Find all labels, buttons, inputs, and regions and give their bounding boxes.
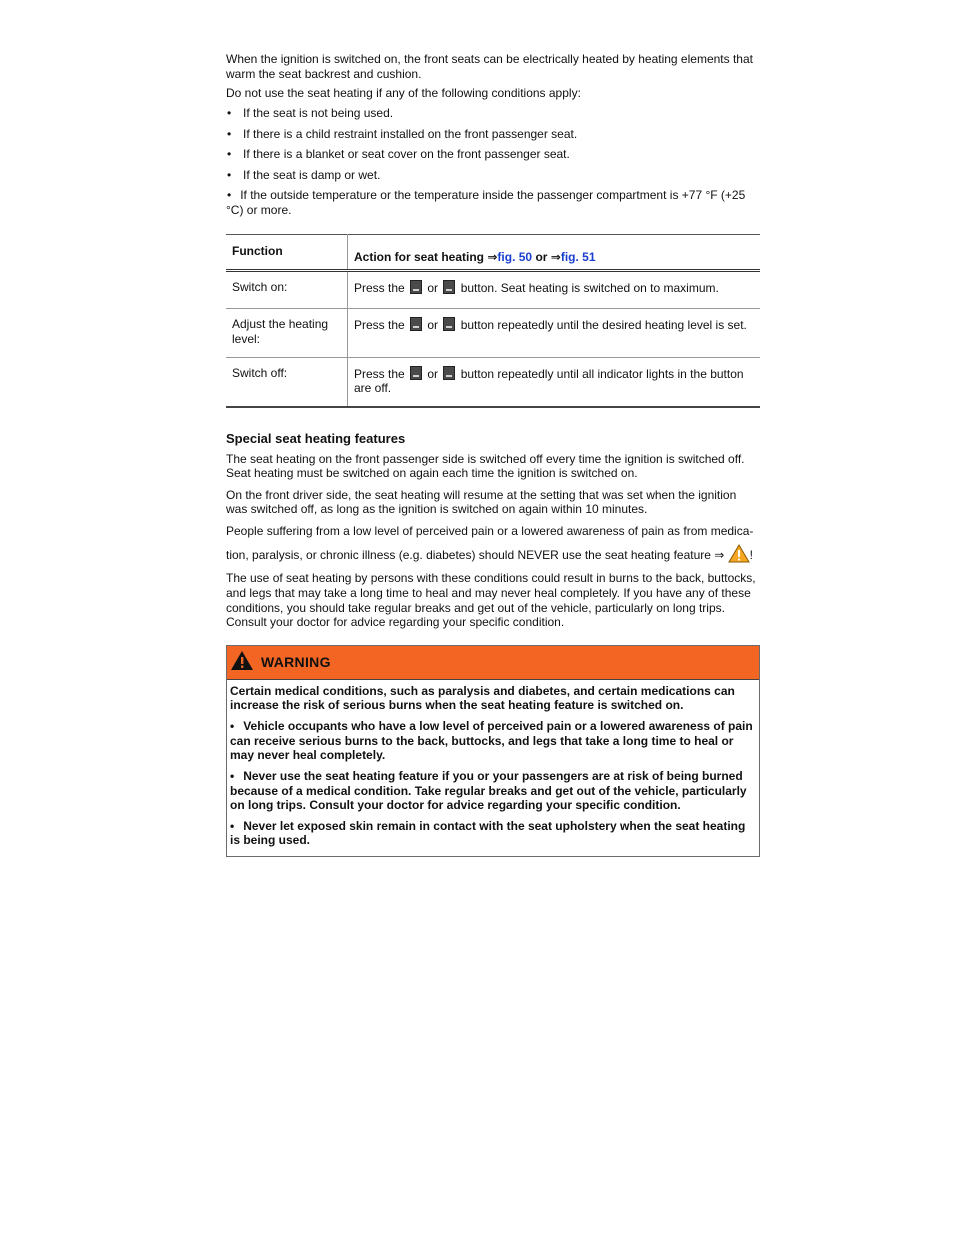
document-page (226, 52, 760, 857)
conditions-lead: Do not use the seat heating if any of the following conditions apply: (226, 86, 581, 101)
warning-triangle-icon[interactable] (728, 544, 750, 567)
header-function: Function (226, 234, 348, 270)
list-item: • Never let exposed skin remain in contact with the seat upholstery when the seat heating is being used. (230, 818, 746, 848)
list-item: • Never use the seat heating feature if you or your passengers are at risk of being burned because of a medical condition. Take regular breaks and get out of the vehicle, particularly on long trips. Consult your doctor for advice regarding your specific condition. (230, 768, 747, 813)
list-item: • If the outside temperature or the temperature inside the passenger compartment is +77 °F (+25 °C) or more. (226, 188, 746, 217)
bullet-icon: • (227, 188, 232, 203)
function-table (226, 234, 760, 408)
table-header-row (226, 234, 760, 270)
paragraph: On the front driver side, the seat heating will resume at the setting that was set when the ignition was switched off, as long as the ignition is switched on again within 10 minutes. (226, 487, 737, 517)
seat-heating-left-icon (410, 317, 422, 331)
table-row: Switch on: Press the or button. Seat heating is switched on to maximum. (226, 270, 760, 309)
list-item: • If there is a blanket or seat cover on the front passenger seat. (227, 147, 570, 162)
section-heading: Special seat heating features (226, 430, 406, 446)
table-row: Adjust the heating level: Press the or button repeatedly until the desired heating level is set. (226, 309, 760, 357)
seat-heating-right-icon (443, 317, 455, 331)
fig-50-link[interactable]: fig. 50 (497, 249, 533, 264)
paragraph: People suffering from a low level of perceived pain or a lowered awareness of pain as from medica- (226, 524, 754, 539)
warning-triangle-icon (230, 650, 254, 675)
conditions-list (226, 106, 760, 218)
bullet-icon: • (227, 105, 232, 120)
warning-title: WARNING (261, 653, 331, 670)
list-item: • If the seat is not being used. (227, 105, 394, 120)
bullet-icon: • (230, 818, 235, 833)
bullet-icon: • (227, 126, 232, 141)
list-item: • If there is a child restraint installed on the front passenger seat. (227, 126, 578, 141)
bullet-icon: • (227, 147, 232, 162)
list-item: • If the seat is damp or wet. (227, 167, 381, 182)
paragraph: The use of seat heating by persons with these conditions could result in burns to the back, buttocks, and legs that may take a long time to heal and may never heal completely. If you have any of these conditions, you should take regular breaks and get out of the vehicle, particularly on long trips. Consult your doctor for advice regarding your specific condition. (226, 571, 756, 630)
table-row: Switch off: Press the or button repeatedly until all indicator lights in the button are off. (226, 357, 760, 407)
warning-box (226, 645, 760, 857)
warning-body (227, 680, 759, 856)
seat-heating-left-icon (410, 366, 422, 380)
warning-header (227, 646, 759, 680)
seat-heating-right-icon (443, 366, 455, 380)
bullet-icon: • (230, 719, 235, 734)
bullet-icon: • (230, 768, 235, 783)
intro-paragraph: When the ignition is switched on, the front seats can be electrically heated by heating elements that warm the seat backrest and cushion. (226, 52, 753, 81)
seat-heating-left-icon (410, 280, 422, 294)
warning-intro: Certain medical conditions, such as paralysis and diabetes, and certain medications can increase the risk of serious burns when the seat heating feature is switched on. (230, 683, 735, 713)
list-item: • Vehicle occupants who have a low level of perceived pain or a lowered awareness of pain can receive serious burns to the back, buttocks, and legs that take a long time to heal or may never heal completely. (230, 719, 753, 763)
header-action: Action for seat heating ⇒fig. 50 or ⇒fig. 51 (354, 249, 596, 264)
seat-heating-right-icon (443, 280, 455, 294)
paragraph: tion, paralysis, or chronic illness (e.g. diabetes) should NEVER use the seat heating feature ⇒ ! (226, 544, 760, 567)
fig-51-link[interactable]: fig. 51 (560, 249, 596, 264)
paragraph: The seat heating on the front passenger side is switched off every time the ignition is switched off. Seat heating must be switched on again each time the ignition is switched on. (226, 451, 745, 481)
bullet-icon: • (227, 167, 232, 182)
